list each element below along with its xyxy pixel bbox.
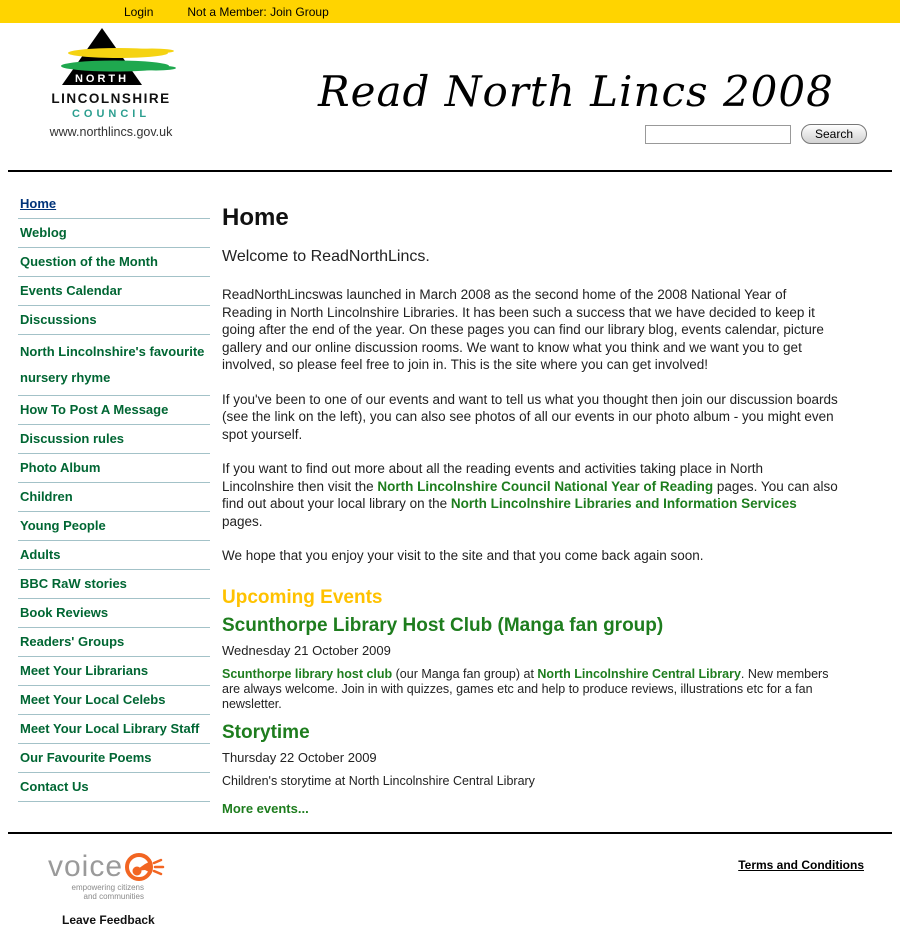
sidebar-item-events-calendar[interactable]: Events Calendar [18,277,210,306]
logo-north-label: NORTH [74,73,130,85]
search-area [645,124,867,144]
login-link[interactable]: Login [124,4,154,19]
event-title-storytime [222,722,838,744]
sidebar-item-adults[interactable]: Adults [18,541,210,570]
header [0,23,900,170]
host-club-link[interactable]: Scunthorpe library host club [222,666,393,681]
sidebar-item-discussions[interactable]: Discussions [18,306,210,335]
voice-logo[interactable] [48,849,165,883]
sidebar-item-children[interactable]: Children [18,483,210,512]
sidebar-item-home[interactable]: Home [18,190,210,219]
council-logo-triangle-icon [40,27,182,93]
logo-url-label: www.northlincs.gov.uk [49,125,173,139]
sidebar-item-nursery-rhyme[interactable]: North Lincolnshire's favourite nursery rhyme [18,335,210,396]
national-year-of-reading-link[interactable]: North Lincolnshire Council National Year of Reading [377,478,714,494]
sidebar-item-meet-your-local-library-staff[interactable]: Meet Your Local Library Staff [18,715,210,744]
event-title-host-club [222,615,838,637]
sidebar-item-bbc-raw-stories[interactable]: BBC RaW stories [18,570,210,599]
sidebar-item-book-reviews[interactable]: Book Reviews [18,599,210,628]
site-title: Read North Lincs 2008 [318,67,834,116]
event-desc-storytime: Children's storytime at North Lincolnshire Central Library [222,773,535,788]
voice-wordmark: voice [48,849,124,883]
sidebar-item-how-to-post-a-message[interactable]: How To Post A Message [18,396,210,425]
voice-tagline-line2: and communities [83,891,144,901]
sidebar-item-meet-your-librarians[interactable]: Meet Your Librarians [18,657,210,686]
event-desc-post: . New members are always welcome. Join in with quizzes, games etc and help to produce reviews, illustrations etc for a fan newsletter. [222,666,829,711]
terms-and-conditions-link[interactable]: Terms and Conditions [738,857,864,872]
voice-tagline-line1: empowering citizens [71,882,144,892]
search-button[interactable]: Search [801,124,867,144]
sidebar-item-meet-your-local-celebs[interactable]: Meet Your Local Celebs [18,686,210,715]
sidebar-item-photo-album[interactable]: Photo Album [18,454,210,483]
sidebar-item-question-of-the-month[interactable]: Question of the Month [18,248,210,277]
sidebar-item-our-favourite-poems[interactable]: Our Favourite Poems [18,744,210,773]
footer [0,834,900,927]
layout [0,172,900,818]
join-group-link[interactable]: Not a Member: Join Group [187,4,329,19]
main-content [222,190,838,818]
voice-megaphone-icon [125,852,165,882]
topbar [0,0,900,23]
upcoming-events-heading: Upcoming Events [222,586,383,608]
sidebar-item-discussion-rules[interactable]: Discussion rules [18,425,210,454]
council-logo[interactable] [40,27,182,139]
sidebar-item-readers-groups[interactable]: Readers' Groups [18,628,210,657]
sidebar-item-weblog[interactable]: Weblog [18,219,210,248]
sidebar [18,190,210,818]
search-input[interactable] [645,125,791,144]
more-events-link[interactable]: More events... [222,800,309,816]
event-date-host-club: Wednesday 21 October 2009 [222,642,391,658]
sidebar-item-young-people[interactable]: Young People [18,512,210,541]
leave-feedback-link[interactable]: Leave Feedback [62,912,155,927]
libraries-information-services-link[interactable]: North Lincolnshire Libraries and Information Services [450,496,797,511]
intro-paragraph: ReadNorthLincswas launched in March 2008 as the second home of the 2008 National Year of Reading in North Lincolnshire Libraries. It has been such a success that we have decided to keep it going after the end of the year. On these pages you can find our library blog, events calendar, picture gallery and our online discussion rooms. We want to know what you think and we want you to get involved, so please feel free to join in. This is the site where you can get involved! [222,287,824,372]
closing-paragraph: We hope that you enjoy your visit to the site and that you come back again soon. [222,548,704,563]
event-desc-mid: (our Manga fan group) at [392,666,538,681]
events-paragraph: If you've been to one of our events and want to tell us what you thought then join our discussion boards (see the link on the left), you can also see photos of all our events in our photo album - you might even spot yourself. [222,391,838,442]
voice-block [48,849,165,927]
links-paragraph-pre: If you want to find out more about all the reading events and activities taking place in North Lincolnshire then visit the [222,461,764,494]
event-host-club-link[interactable]: Scunthorpe Library Host Club (Manga fan group) [222,614,664,636]
links-paragraph-post: pages. [222,513,263,529]
welcome-text: Welcome to ReadNorthLincs. [222,248,430,265]
logo-lincolnshire-label: LINCOLNSHIRE [51,91,171,106]
central-library-link[interactable]: North Lincolnshire Central Library [537,666,741,681]
event-storytime-link[interactable]: Storytime [222,721,310,743]
logo-council-label: COUNCIL [71,108,151,120]
links-paragraph-mid: pages. You can also find out about your local library on the [222,478,838,511]
event-desc-host-club [222,667,838,712]
page-title: Home [222,204,289,231]
voice-tagline [48,883,144,901]
event-date-storytime: Thursday 22 October 2009 [222,749,377,765]
links-paragraph [222,460,838,530]
sidebar-item-contact-us[interactable]: Contact Us [18,773,210,802]
